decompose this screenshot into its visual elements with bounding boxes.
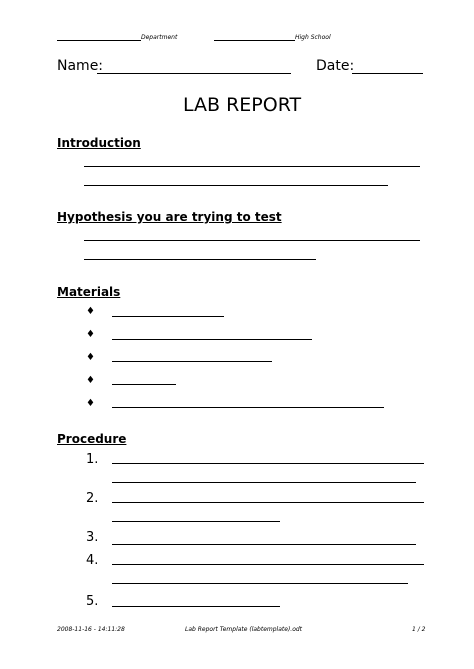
- material-line[interactable]: [112, 407, 384, 408]
- material-line[interactable]: [112, 339, 312, 340]
- introduction-line[interactable]: [84, 166, 420, 167]
- department-label: Department: [141, 34, 178, 41]
- department-blank[interactable]: [57, 40, 141, 41]
- procedure-line[interactable]: [112, 564, 424, 565]
- procedure-line[interactable]: [112, 463, 424, 464]
- footer-filename: Lab Report Template (labtemplate).odt: [185, 626, 303, 633]
- section-heading-procedure: Procedure: [57, 432, 127, 446]
- school-label: High School: [295, 34, 331, 41]
- material-bullet-icon: ♦: [86, 329, 95, 340]
- procedure-step-number: 5.: [86, 594, 99, 609]
- name-label: Name:: [57, 58, 104, 74]
- material-line[interactable]: [112, 316, 224, 317]
- material-bullet-icon: ♦: [86, 352, 95, 363]
- procedure-step-number: 3.: [86, 530, 99, 545]
- procedure-step-number: 1.: [86, 452, 99, 467]
- section-heading-materials: Materials: [57, 285, 121, 299]
- material-line[interactable]: [112, 384, 176, 385]
- page-title: LAB REPORT: [183, 94, 302, 116]
- procedure-step-number: 2.: [86, 491, 99, 506]
- procedure-line[interactable]: [112, 521, 280, 522]
- procedure-line[interactable]: [112, 583, 408, 584]
- procedure-line[interactable]: [112, 482, 416, 483]
- footer-page-number: 1 / 2: [412, 626, 426, 633]
- procedure-line[interactable]: [112, 544, 416, 545]
- procedure-step-number: 4.: [86, 553, 99, 568]
- date-label: Date:: [316, 58, 355, 74]
- hypothesis-line[interactable]: [84, 240, 420, 241]
- material-bullet-icon: ♦: [86, 398, 95, 409]
- introduction-line[interactable]: [84, 185, 388, 186]
- footer-date: 2008-11-16 - 14:11:28: [57, 626, 125, 633]
- procedure-line[interactable]: [112, 606, 280, 607]
- name-field[interactable]: [97, 73, 291, 74]
- school-blank[interactable]: [214, 40, 295, 41]
- date-field[interactable]: [352, 73, 423, 74]
- section-heading-introduction: Introduction: [57, 136, 141, 150]
- section-heading-hypothesis: Hypothesis you are trying to test: [57, 210, 282, 224]
- material-bullet-icon: ♦: [86, 306, 95, 317]
- procedure-line[interactable]: [112, 502, 424, 503]
- material-line[interactable]: [112, 361, 272, 362]
- hypothesis-line[interactable]: [84, 259, 316, 260]
- material-bullet-icon: ♦: [86, 375, 95, 386]
